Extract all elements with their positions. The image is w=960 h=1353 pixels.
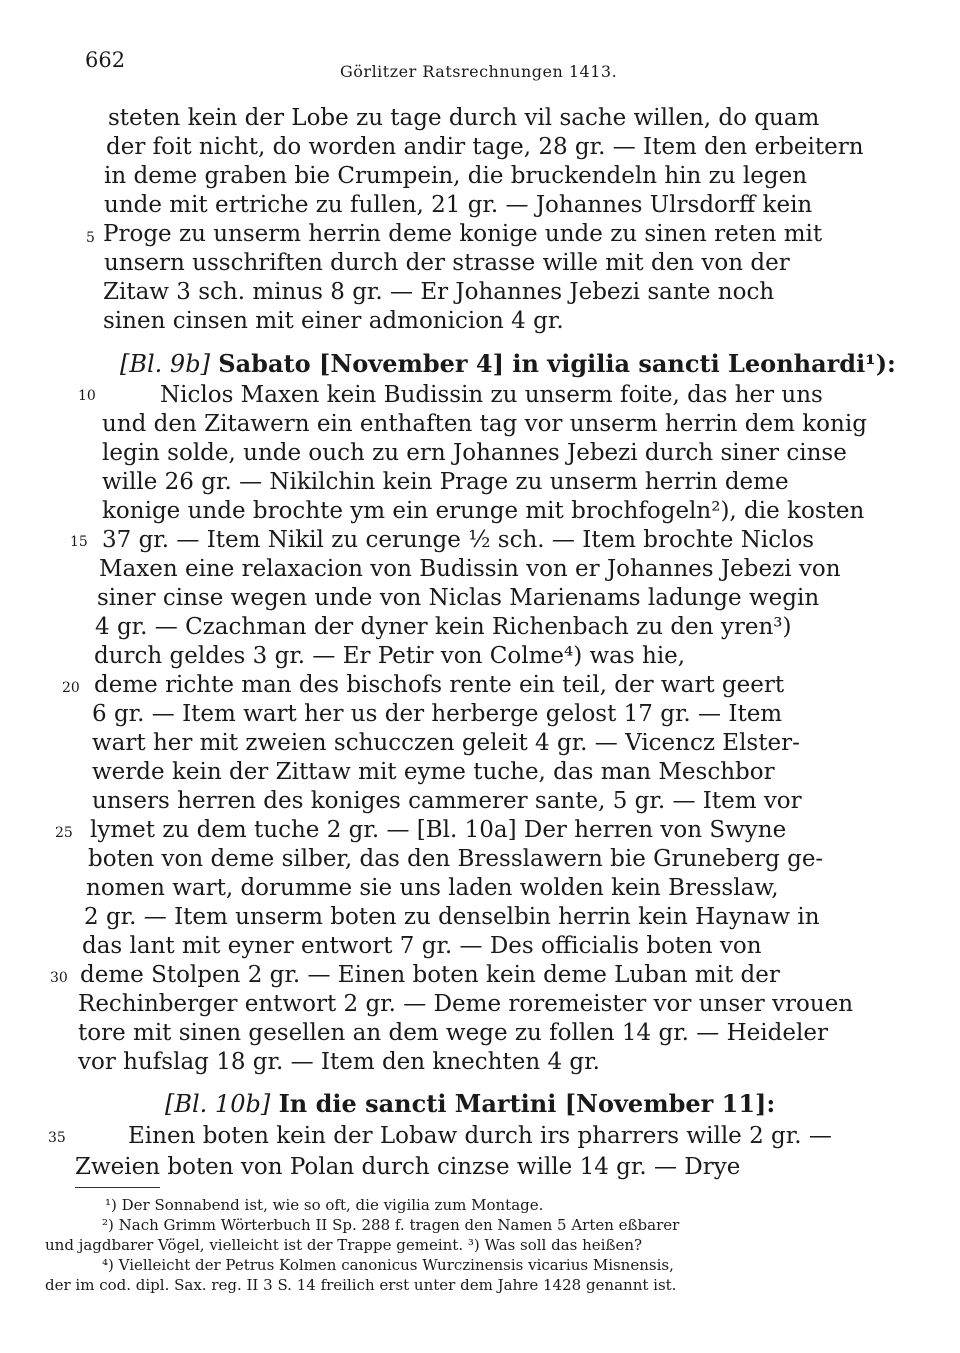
line-number: 5 (86, 230, 95, 246)
text-line: sinen cinsen mit einer admonicion 4 gr. (103, 308, 564, 334)
text-line: wille 26 gr. — Nikilchin kein Prage zu unserm herrin deme (102, 469, 789, 495)
footnote: und jagdbarer Vögel, vielleicht ist der Trappe gemeint. ³) Was soll das heißen? (45, 1236, 643, 1254)
footnote-rule (75, 1187, 160, 1188)
text-line: 37 gr. — Item Nikil zu cerunge ½ sch. — Item brochte Niclos (102, 527, 815, 553)
line-number: 10 (78, 388, 96, 404)
line-number: 15 (70, 534, 88, 550)
text-line: lymet zu dem tuche 2 gr. — [Bl. 10a] Der herren von Swyne (90, 817, 787, 843)
text-line: Niclos Maxen kein Budissin zu unserm foite, das her uns (160, 382, 823, 408)
text-line: steten kein der Lobe zu tage durch vil sache willen, do quam (108, 105, 820, 131)
text-line: werde kein der Zittaw mit eyme tuche, das man Meschbor (92, 759, 775, 785)
text-line: unde mit ertriche zu fullen, 21 gr. — Johannes Ulrsdorff kein (104, 192, 813, 218)
text-line: Zweien boten von Polan durch cinzse wille 14 gr. — Drye (75, 1154, 741, 1180)
text-line: in deme graben bie Crumpein, die bruckendeln hin zu legen (104, 163, 808, 189)
text-line: 6 gr. — Item wart her us der herberge gelost 17 gr. — Item (92, 701, 783, 727)
text-line: siner cinse wegen unde von Niclas Marienams ladunge wegin (97, 585, 820, 611)
text-line: nomen wart, dorumme sie uns laden wolden kein Bresslaw, (86, 875, 779, 901)
text-line: tore mit sinen gesellen an dem wege zu follen 14 gr. — Heideler (78, 1020, 828, 1046)
line-number: 20 (62, 680, 80, 696)
section-heading (120, 349, 896, 378)
line-number: 30 (50, 970, 68, 986)
text-line: Proge zu unserm herrin deme konige unde zu sinen reten mit (103, 221, 823, 247)
text-line: und den Zitawern ein enthaften tag vor unserm herrin dem konig (102, 411, 867, 437)
folio-reference: [Bl. 10b] (165, 1090, 271, 1118)
text-line: 4 gr. — Czachman der dyner kein Richenbach zu den yren³) (95, 614, 792, 640)
text-line: der foit nicht, do worden andir tage, 28 gr. — Item den erbeitern (106, 134, 864, 160)
footnote: der im cod. dipl. Sax. reg. II 3 S. 14 freilich erst unter dem Jahre 1428 genannt ist. (45, 1276, 677, 1294)
running-title: Görlitzer Ratsrechnungen 1413. (340, 62, 618, 81)
text-line: wart her mit zweien schucczen geleit 4 gr. — Vicencz Elster- (92, 730, 800, 756)
page-header (85, 48, 825, 88)
text-line: unsers herren des koniges cammerer sante, 5 gr. — Item vor (92, 788, 802, 814)
text-line: boten von deme silber, das den Bresslawern bie Gruneberg ge- (88, 846, 824, 872)
text-line: durch geldes 3 gr. — Er Petir von Colme⁴) was hie, (94, 643, 686, 669)
text-line: das lant mit eyner entwort 7 gr. — Des officialis boten von (82, 933, 762, 959)
text-line: Zitaw 3 sch. minus 8 gr. — Er Johannes Jebezi sante noch (103, 279, 775, 305)
footnote: ¹) Der Sonnabend ist, wie so oft, die vigilia zum Montage. (105, 1196, 544, 1214)
text-line: unsern usschriften durch der strasse wille mit den von der (104, 250, 790, 276)
heading-text: In die sancti Martini [November 11]: (278, 1089, 776, 1118)
text-line: Maxen eine relaxacion von Budissin von er Johannes Jebezi von (99, 556, 841, 582)
heading-text: Sabato [November 4] in vigilia sancti Leonhardi¹): (218, 349, 896, 378)
folio-reference: [Bl. 9b] (120, 350, 210, 378)
text-line: vor hufslag 18 gr. — Item den knechten 4 gr. (78, 1049, 600, 1075)
page-number: 662 (85, 48, 126, 72)
text-line: legin solde, unde ouch zu ern Johannes Jebezi durch siner cinse (102, 440, 847, 466)
footnote: ²) Nach Grimm Wörterbuch II Sp. 288 f. tragen den Namen 5 Arten eßbarer (102, 1216, 680, 1234)
text-line: Rechinberger entwort 2 gr. — Deme roremeister vor unser vrouen (78, 991, 854, 1017)
text-line: deme Stolpen 2 gr. — Einen boten kein deme Luban mit der (80, 962, 780, 988)
footnote: ⁴) Vielleicht der Petrus Kolmen canonicus Wurczinensis vicarius Misnensis, (102, 1256, 674, 1274)
text-line: Einen boten kein der Lobaw durch irs pharrers wille 2 gr. — (128, 1123, 832, 1149)
text-line: deme richte man des bischofs rente ein teil, der wart geert (94, 672, 785, 698)
text-line: konige unde brochte ym ein erunge mit brochfogeln²), die kosten (102, 498, 865, 524)
text-line: 2 gr. — Item unserm boten zu denselbin herrin kein Haynaw in (84, 904, 820, 930)
line-number: 25 (55, 825, 73, 841)
section-heading (165, 1089, 775, 1118)
line-number: 35 (48, 1130, 66, 1146)
